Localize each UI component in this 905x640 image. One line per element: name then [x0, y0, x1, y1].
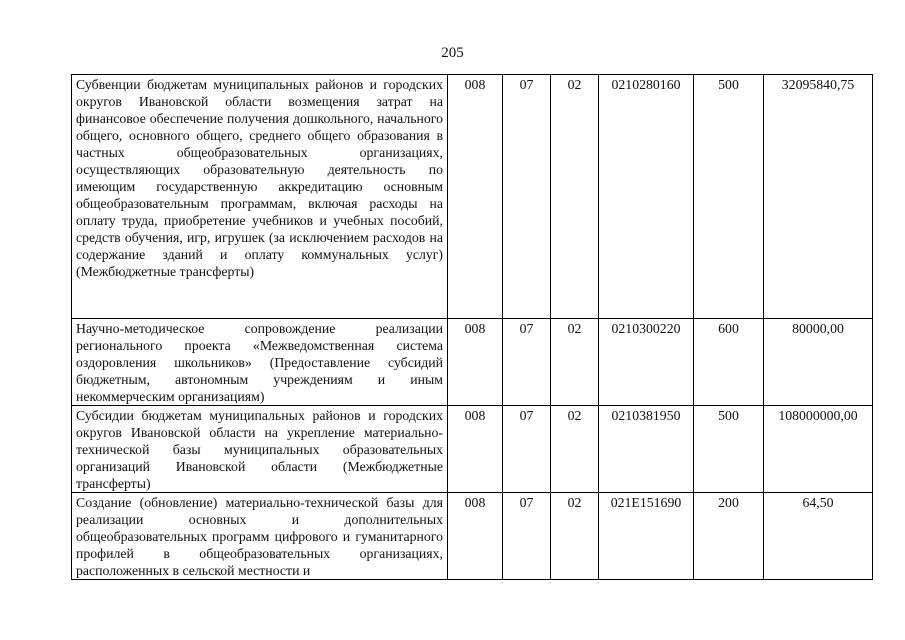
target-article-code: 0210280160: [599, 75, 694, 319]
budget-table: [71, 74, 873, 580]
ministry-code: 008: [448, 75, 503, 319]
row-description: Создание (обновление) материально-технической базы для реализации основных и дополнительных общеобразовательных программ цифрового и гуманитарного профилей в общеобразовательных организациях, расположенных в сельской местности и: [72, 493, 448, 580]
subsection-code: 02: [551, 406, 599, 493]
target-article-code: 0210300220: [599, 319, 694, 406]
expense-type-code: 500: [694, 406, 764, 493]
page-number: 205: [441, 45, 464, 61]
ministry-code: 008: [448, 406, 503, 493]
section-code: 07: [503, 75, 551, 319]
table-row: [72, 75, 873, 319]
ministry-code: 008: [448, 493, 503, 580]
subsection-code: 02: [551, 75, 599, 319]
amount: 32095840,75: [764, 75, 873, 319]
amount: 64,50: [764, 493, 873, 580]
row-description: Субвенции бюджетам муниципальных районов и городских округов Ивановской области возмещения затрат на финансовое обеспечение получения дошкольного, начального общего, основного общего, среднего общего образования в частных общеобразовательных организациях, осуществляющих образовательную деятельность по имеющим государственную аккредитацию основным общеобразовательным программам, включая расходы на оплату труда, приобретение учебников и учебных пособий, средств обучения, игр, игрушек (за исключением расходов на содержание зданий и оплату коммунальных услуг) (Межбюджетные трансферты): [72, 75, 448, 319]
expense-type-code: 200: [694, 493, 764, 580]
table-row: [72, 319, 873, 406]
row-description: Субсидии бюджетам муниципальных районов и городских округов Ивановской области на укрепление материально-технической базы муниципальных образовательных организаций Ивановской области (Межбюджетные трансферты): [72, 406, 448, 493]
section-code: 07: [503, 493, 551, 580]
table-row: [72, 493, 873, 580]
section-code: 07: [503, 406, 551, 493]
expense-type-code: 600: [694, 319, 764, 406]
target-article-code: 0210381950: [599, 406, 694, 493]
subsection-code: 02: [551, 493, 599, 580]
table-row: [72, 406, 873, 493]
subsection-code: 02: [551, 319, 599, 406]
target-article-code: 021E151690: [599, 493, 694, 580]
amount: 108000000,00: [764, 406, 873, 493]
amount: 80000,00: [764, 319, 873, 406]
section-code: 07: [503, 319, 551, 406]
row-description: Научно-методическое сопровождение реализации регионального проекта «Межведомственная система оздоровления школьников» (Предоставление субсидий бюджетным, автономным учреждениям и иным некоммерческим организациям): [72, 319, 448, 406]
ministry-code: 008: [448, 319, 503, 406]
expense-type-code: 500: [694, 75, 764, 319]
